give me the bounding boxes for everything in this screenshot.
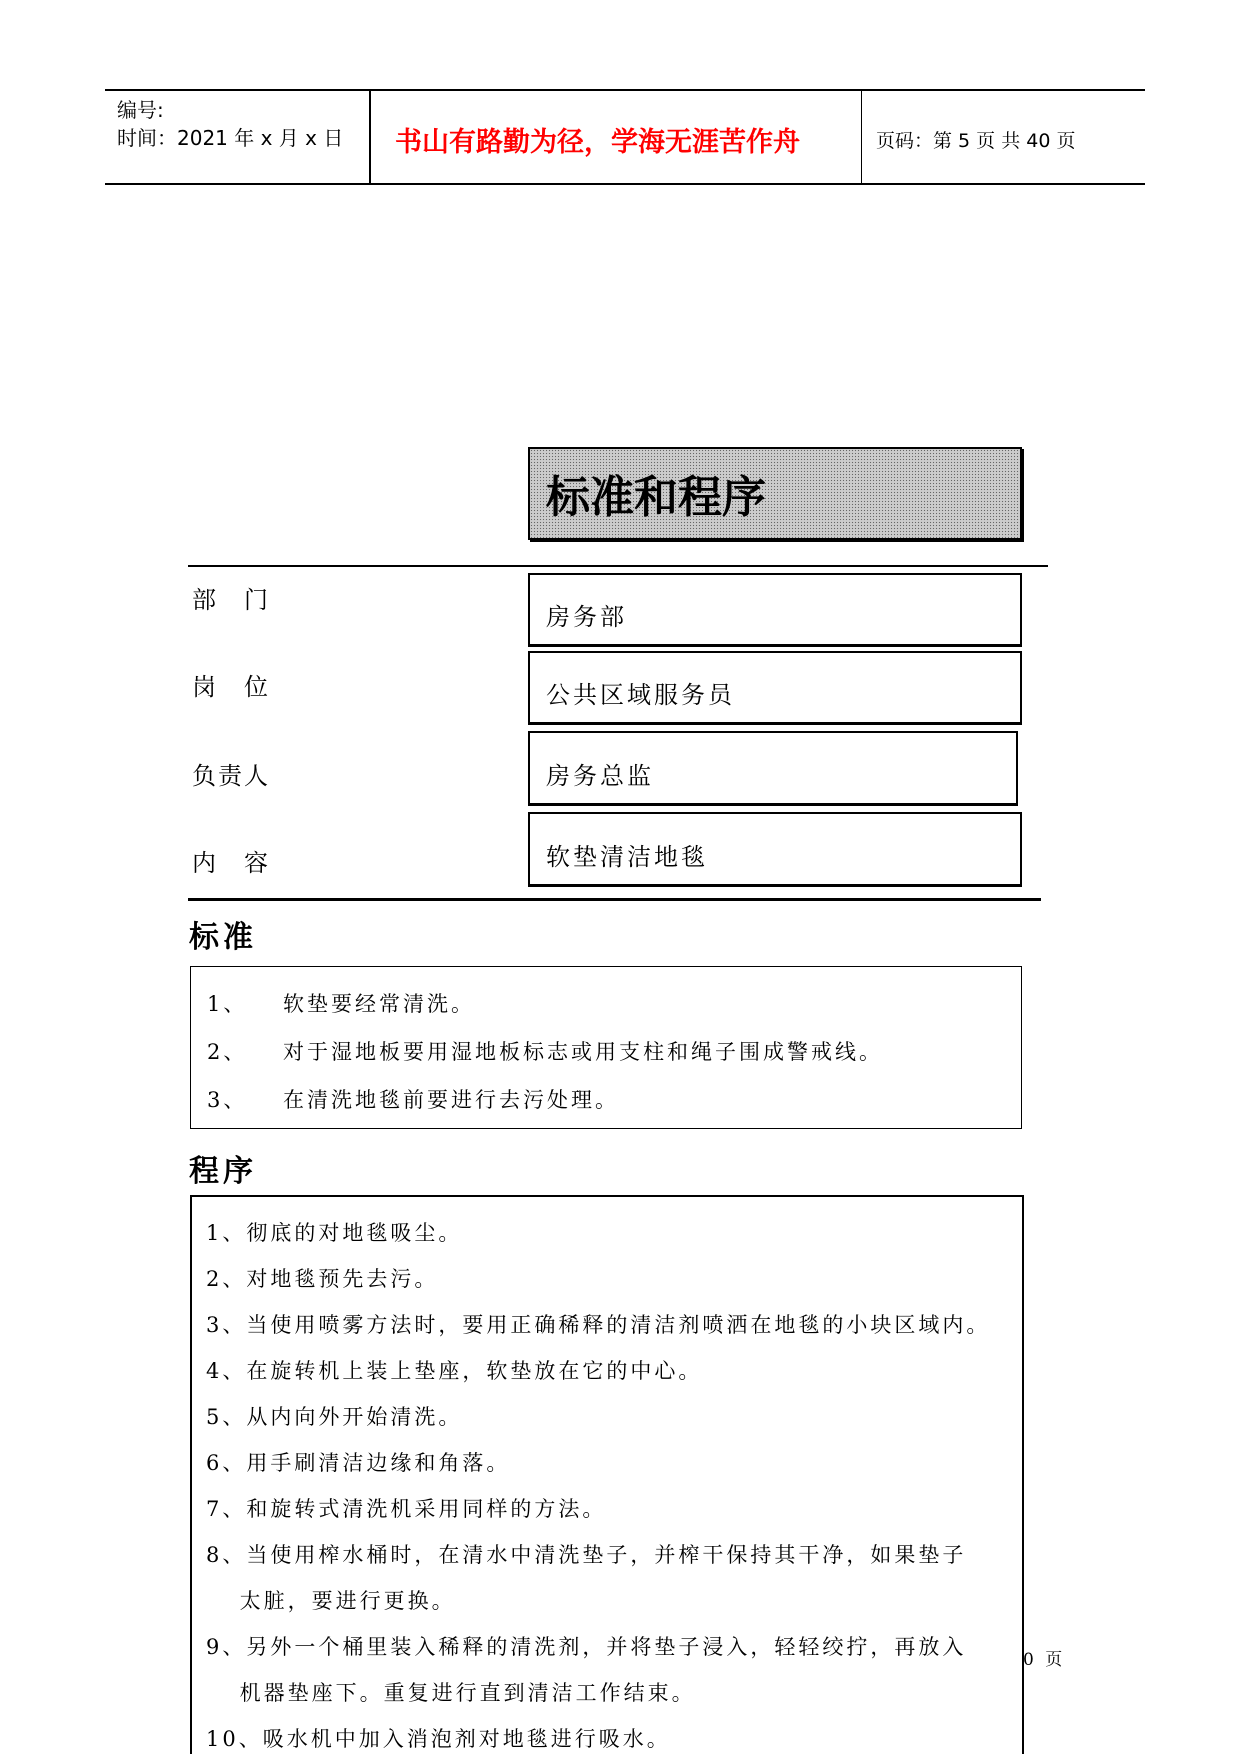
header-divider — [861, 89, 862, 184]
field-value-box — [528, 573, 1022, 647]
field-value: 房务部 — [546, 603, 627, 631]
motto: 书山有路勤为径，学海无涯苦作舟 — [395, 127, 800, 158]
overlapping-page-footer: 0 页 — [1023, 1650, 1066, 1670]
field-label: 岗 位 — [192, 673, 270, 701]
standards-heading: 标准 — [189, 920, 257, 955]
item-number: 1、 — [207, 992, 248, 1016]
procedure-line: 太脏，要进行更换。 — [206, 1589, 456, 1613]
field-value: 软垫清洁地毯 — [546, 843, 708, 871]
field-label: 内 容 — [192, 849, 270, 877]
procedure-line: 1、彻底的对地毯吸尘。 — [206, 1221, 463, 1245]
header-bottom-rule — [105, 183, 1145, 185]
page-title: 标准和程序 — [546, 472, 766, 523]
procedure-line: 4、在旋转机上装上垫座，软垫放在它的中心。 — [206, 1359, 703, 1383]
field-value-box — [528, 731, 1018, 806]
field-label: 负责人 — [192, 762, 270, 790]
procedure-line: 6、用手刷清洁边缘和角落。 — [206, 1451, 511, 1475]
item-text: 对于湿地板要用湿地板标志或用支柱和绳子围成警戒线。 — [283, 1040, 883, 1064]
item-text: 在清洗地毯前要进行去污处理。 — [283, 1088, 619, 1112]
procedure-heading: 程序 — [189, 1154, 257, 1189]
procedure-line: 9、另外一个桶里装入稀释的清洗剂，并将垫子浸入，轻轻绞拧，再放入 — [206, 1635, 967, 1659]
list-item — [207, 1036, 883, 1066]
serial-label: 编号: — [117, 98, 164, 122]
procedure-line: 2、对地毯预先去污。 — [206, 1267, 439, 1291]
item-text: 软垫要经常清洗。 — [283, 992, 475, 1016]
item-number: 3、 — [207, 1088, 248, 1112]
procedure-line: 3、当使用喷雾方法时，要用正确稀释的清洁剂喷洒在地毯的小块区域内。 — [206, 1313, 991, 1337]
field-value: 公共区域服务员 — [546, 681, 735, 709]
field-value-box — [528, 651, 1022, 725]
time-label: 时间：2021 年 x 月 x 日 — [117, 126, 344, 150]
procedure-line: 机器垫座下。重复进行直到清洁工作结束。 — [206, 1681, 696, 1705]
field-value: 房务总监 — [546, 762, 654, 790]
field-label: 部 门 — [192, 586, 270, 614]
procedure-line: 10、吸水机中加入消泡剂对地毯进行吸水。 — [206, 1727, 671, 1751]
procedure-line: 7、和旋转式清洗机采用同样的方法。 — [206, 1497, 607, 1521]
list-item — [207, 1084, 619, 1114]
rule — [188, 565, 1048, 567]
page-info: 页码：第 5 页 共 40 页 — [876, 130, 1076, 152]
title-box — [528, 447, 1022, 540]
header-top-rule — [105, 89, 1145, 91]
item-number: 2、 — [207, 1040, 248, 1064]
field-value-box — [528, 812, 1022, 887]
thick-rule — [188, 898, 1041, 901]
header-divider — [369, 89, 371, 184]
procedure-line: 5、从内向外开始清洗。 — [206, 1405, 463, 1429]
procedure-line: 8、当使用榨水桶时，在清水中清洗垫子，并榨干保持其干净，如果垫子 — [206, 1543, 967, 1567]
standards-box — [190, 966, 1022, 1129]
list-item — [207, 988, 475, 1018]
procedure-box — [190, 1195, 1024, 1754]
